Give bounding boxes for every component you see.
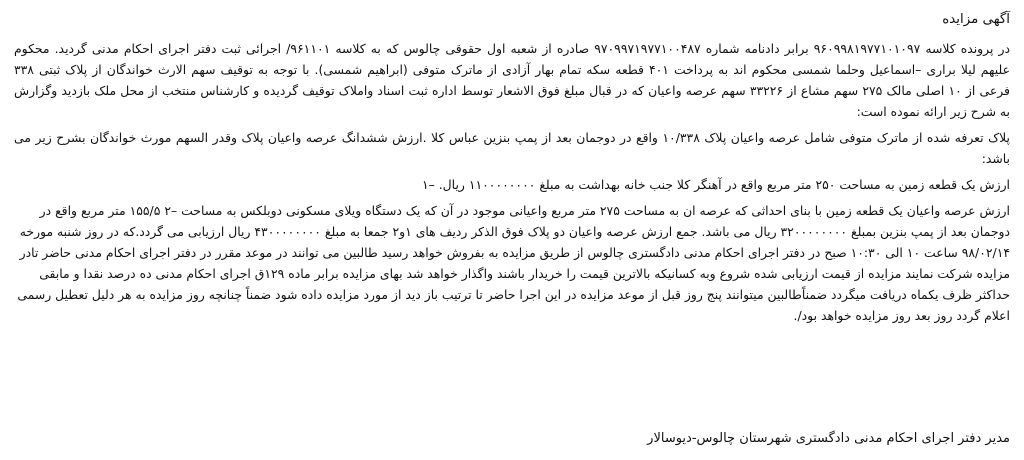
notice-paragraph-property: پلاک تعرفه شده از ماترک متوفی شامل عرصه واعیان پلاک ۱۰/۳۳۸ واقع در دوجمان بعد از پمپ بنزین عباس کلا .ارزش ششدانگ عرصه واعیان پلاک وقدر السهم مورث خواندگان بشرح زیر می باشد: bbox=[14, 130, 1010, 166]
notice-paragraph-item-2: ارزش عرصه واعیان یک قطعه زمین با بنای احداثی که عرصه ان به مساحت ۲۷۵ متر مربع واعیانی موجود در آن که یک دستگاه ویلای مسکونی دوبلکس به مساحت –۲ ۱۵۵/۵ متر مربع واقع در دوجمان بعد از پمپ بنزین بمبلغ ۳۲۰۰۰۰۰۰۰۰ ریال می باشد. جمع ارزش عرصه واعیان دو پلاک فوق الذکر ردیف های ۱و۲ جمعا به مبلغ ۴۳۰۰۰۰۰۰۰۰ ریال ارزیابی می گردد.که در روز شنبه مورخه ۹۸/۰۲/۱۴ ساعت ۱۰ الی ۱۰:۳۰ صبح در دفتر اجرای احکام مدنی دادگستری چالوس از طریق مزایده به بفروش خواهد رسید طالبین می توانند در موعد مقرر در دفتر اجرای احکام مدنی حاضر تادر مزایده شرکت نمایند مزایده از قیمت ارزیابی شده شروع وبه کسانیکه بالاترین قیمت را خریدار باشند واگذار خواهد شد بهای مزایده برابر ماده ۱۲۹ق اجرای احکام مدنی ده درصد نقدا و مابقی حداکثر ظرف یکماه دریافت میگردد ضمناًطالبین میتوانند پنج روز قبل از موعد مزایده در این اجرا حاضر تا ترتیب باز دید از مورد مزایده داده شود ضمناً چنانچه روز مزایده به هر دلیل تعطیل رسمی اعلام گردد روز بعد روز مزایده خواهد بود/. bbox=[17, 203, 1010, 323]
notice-paragraph-item-1: ارزش یک قطعه زمین به مساحت ۲۵۰ متر مربع واقع در آهنگر کلا جنب خانه بهداشت به مبلغ ۱۱۰۰۰۰۰۰۰۰ ریال. –۱ bbox=[421, 177, 1010, 192]
notice-signature: مدیر دفتر اجرای احکام مدنی دادگستری شهرستان چالوس-دیوسالار bbox=[647, 431, 1010, 446]
notice-paragraph-case: در پرونده کلاسه ۹۶۰۹۹۸۱۹۷۷۱۰۱۰۹۷ برابر دادنامه شماره ۹۷۰۹۹۷۱۹۷۷۱۰۰۴۸۷ صادره از شعبه اول حقوقی چالوس که به کلاسه ۹۶۱۱۰۱/ اجرائی ثبت دفتر اجرای احکام مدنی گردید. محکوم علیهم لیلا براری –اسماعیل وحلما شمسی محکوم اند به پرداخت ۴۰۱ قطعه سکه تمام بهار آزادی از ماترک متوفی (ابراهیم شمسی). با توجه به توقیف سهم الارث خواندگان از پلاک ثبتی ۳۳۸ فرعی از ۱۰ اصلی مالک ۲۷۵ سهم مشاع از ۳۳۲۲۶ سهم عرصه واعیان که در قبال مبلغ فوق الاشعار توسط اداره ثبت اسناد واملاک توقیف گردیده و کارشناس منتخب از محل ملک بازدید وگزارش به شرح زیر ارائه نموده است: bbox=[14, 41, 1011, 119]
auction-notice bbox=[14, 6, 1010, 454]
notice-title: آگهی مزایده bbox=[942, 12, 1010, 27]
